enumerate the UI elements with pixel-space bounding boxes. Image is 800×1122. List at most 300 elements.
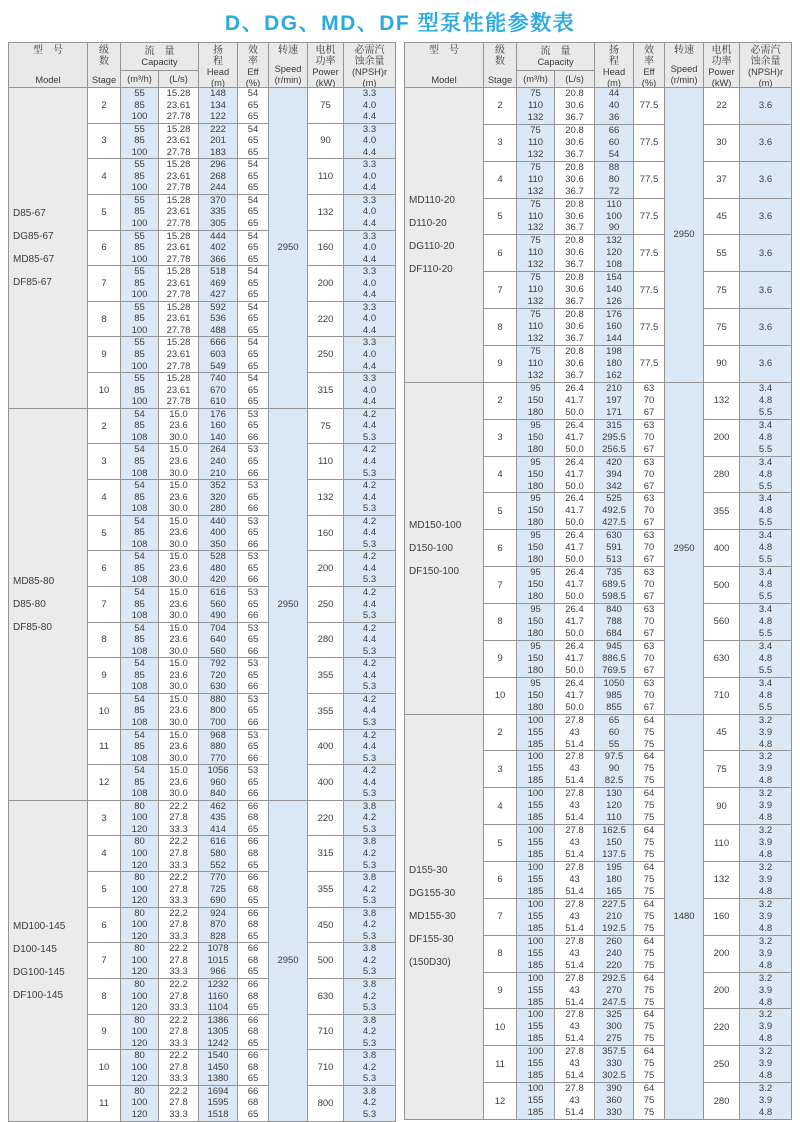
model-label: (150D30) [409, 957, 451, 969]
npsh-cell [344, 872, 396, 908]
value-line: 100 [527, 1083, 544, 1095]
value-line: 27.8 [169, 1026, 188, 1038]
header-capacity [121, 43, 199, 71]
value-line: 65 [247, 135, 259, 147]
stage-cell: 6 [88, 230, 121, 266]
model-label: DF85-80 [13, 621, 52, 633]
npsh-cell [740, 567, 792, 604]
value-line: 1050 [603, 677, 625, 689]
eff-cell [238, 943, 269, 979]
value-line: 4.4 [362, 741, 377, 753]
value-line: 26.4 [565, 493, 584, 505]
value-line: 51.4 [565, 1070, 584, 1082]
value-line: 330 [606, 1058, 622, 1070]
value-line: 53 [247, 765, 259, 777]
header-stage [484, 43, 517, 88]
value-line: 560 [210, 645, 226, 657]
value-line: 50.0 [565, 480, 584, 492]
value-line: 155 [527, 800, 544, 812]
value-line: 3.8 [362, 800, 377, 812]
eff-cell [634, 1083, 665, 1120]
eff-cell [238, 266, 269, 302]
stage-cell: 7 [88, 266, 121, 302]
value-line: 23.6 [169, 741, 188, 753]
power-cell: 37 [704, 161, 740, 198]
eff-cell [238, 301, 269, 337]
value-line: 51.4 [565, 1033, 584, 1045]
value-line: 4.2 [362, 515, 377, 527]
value-line: 144 [606, 333, 622, 345]
value-line: 3.4 [758, 493, 773, 505]
value-line: 26.4 [565, 419, 584, 431]
head-cell [595, 382, 634, 419]
stage-cell: 6 [88, 907, 121, 943]
stage-cell: 10 [88, 1050, 121, 1086]
value-line: 26.4 [565, 456, 584, 468]
eff-cell [238, 444, 269, 480]
value-line: 23.6 [169, 776, 188, 788]
head-cell [199, 515, 238, 551]
header-model [405, 43, 484, 88]
value-line: 55 [134, 194, 145, 206]
value-line: 110 [527, 99, 544, 111]
value-line: 352 [210, 480, 226, 492]
value-line: 462 [210, 800, 226, 812]
value-line: 66 [247, 800, 259, 812]
value-line: 54 [134, 444, 145, 456]
stage-cell: 8 [484, 604, 517, 641]
value-line: 54 [247, 159, 259, 171]
value-line: 41.7 [565, 542, 584, 554]
value-line: 54 [134, 515, 145, 527]
eff-cell [634, 419, 665, 456]
value-line: 720 [210, 669, 226, 681]
value-line: 55 [134, 88, 145, 99]
power-cell: 800 [308, 1085, 344, 1121]
value-line: 4.8 [758, 505, 773, 517]
value-line: 65 [247, 253, 259, 265]
eff-cell [238, 586, 269, 622]
value-line: 20.8 [565, 124, 584, 136]
head-cell [595, 161, 634, 198]
stage-cell: 11 [88, 729, 121, 765]
npsh-cell [344, 551, 396, 587]
value-line: 65 [247, 634, 259, 646]
npsh-cell [344, 266, 396, 302]
stage-cell: 7 [484, 272, 517, 309]
value-line: 85 [134, 455, 145, 467]
value-line: 1104 [207, 1002, 229, 1014]
value-line: 63 [643, 382, 655, 394]
value-line: 5.3 [362, 1002, 377, 1014]
npsh-cell [740, 677, 792, 714]
value-line: 488 [210, 324, 226, 336]
value-line: 960 [210, 776, 226, 788]
value-line: 66 [247, 1050, 259, 1062]
npsh-cell: 3.6 [740, 161, 792, 198]
value-line: 150 [527, 689, 544, 701]
value-line: 5.3 [362, 574, 377, 586]
eff-cell [238, 1050, 269, 1086]
power-cell: 400 [308, 765, 344, 801]
value-line: 666 [210, 337, 226, 349]
value-line: 80 [134, 979, 145, 991]
capacity-ls-cell [159, 979, 199, 1015]
value-line: 15.0 [169, 551, 188, 563]
value-line: 292.5 [602, 972, 626, 984]
eff-cell: 77.5 [634, 124, 665, 161]
value-line: 65 [247, 313, 259, 325]
value-line: 4.0 [362, 313, 377, 325]
value-line: 15.0 [169, 515, 188, 527]
value-line: 20.8 [565, 272, 584, 284]
value-line: 41.7 [565, 615, 584, 627]
value-line: 5.3 [362, 1109, 377, 1121]
capacity-m3h-cell [517, 604, 555, 641]
value-line: 75 [643, 738, 655, 750]
capacity-m3h-cell [121, 765, 159, 801]
value-line: 5.3 [362, 681, 377, 693]
value-line: 75 [643, 922, 655, 934]
header-eff-text: 效 率 Eff (%) [245, 45, 261, 88]
npsh-cell [344, 979, 396, 1015]
capacity-m3h-cell [121, 586, 159, 622]
value-line: 180 [606, 874, 622, 885]
header-capacity-m3h: (m³/h) [121, 71, 159, 88]
value-line: 27.78 [166, 253, 191, 265]
value-line: 27.8 [565, 898, 584, 910]
stage-cell: 2 [484, 382, 517, 419]
value-line: 4.8 [758, 738, 773, 750]
value-line: 30.6 [565, 99, 584, 111]
value-line: 770 [210, 872, 226, 884]
npsh-cell [344, 408, 396, 444]
eff-cell [238, 693, 269, 729]
value-line: 3.2 [758, 1046, 773, 1058]
value-line: 64 [643, 788, 655, 800]
value-line: 3.4 [758, 382, 773, 394]
value-line: 75 [643, 1107, 655, 1119]
capacity-ls-cell [555, 456, 595, 493]
value-line: 4.4 [362, 455, 377, 467]
value-line: 65 [247, 1002, 259, 1014]
value-line: 65 [247, 396, 259, 408]
value-line: 800 [210, 705, 226, 717]
value-line: 22.2 [169, 907, 188, 919]
value-line: 3.3 [362, 159, 377, 171]
eff-cell [238, 836, 269, 872]
value-line: 43 [569, 984, 580, 996]
value-line: 33.3 [169, 1073, 188, 1085]
capacity-m3h-cell [121, 408, 159, 444]
capacity-m3h-cell [517, 235, 555, 272]
value-line: 15.0 [169, 480, 188, 492]
header-speed [665, 43, 704, 88]
value-line: 27.78 [166, 218, 191, 230]
value-line: 132 [527, 222, 544, 234]
value-line: 75 [530, 346, 541, 358]
value-line: 108 [131, 788, 148, 800]
value-line: 100 [131, 396, 148, 408]
value-line: 394 [606, 468, 622, 480]
value-line: 4.4 [362, 253, 377, 265]
head-cell [595, 419, 634, 456]
value-line: 85 [134, 349, 145, 361]
eff-cell [634, 677, 665, 714]
value-line: 85 [134, 491, 145, 503]
power-cell: 90 [308, 123, 344, 159]
head-cell [595, 198, 634, 235]
value-line: 513 [606, 554, 622, 566]
value-line: 335 [210, 206, 226, 218]
value-line: 36.7 [565, 148, 584, 160]
value-line: 100 [131, 182, 148, 194]
npsh-cell [344, 123, 396, 159]
value-line: 95 [530, 382, 541, 394]
value-line: 296 [210, 159, 226, 171]
power-cell: 55 [704, 235, 740, 272]
value-line: 85 [134, 99, 145, 111]
value-line: 54 [247, 123, 259, 135]
value-line: 4.2 [362, 990, 377, 1002]
value-line: 985 [606, 689, 622, 701]
value-line: 67 [643, 591, 655, 603]
eff-cell [634, 972, 665, 1009]
npsh-cell [740, 456, 792, 493]
value-line: 43 [569, 874, 580, 885]
power-cell: 710 [704, 677, 740, 714]
stage-cell: 4 [484, 161, 517, 198]
value-line: 63 [643, 567, 655, 579]
value-line: 88 [608, 161, 620, 173]
value-line: 43 [569, 1095, 580, 1107]
value-line: 880 [210, 741, 226, 753]
value-line: 5.3 [362, 431, 377, 443]
value-line: 64 [643, 972, 655, 984]
value-line: 3.9 [758, 1095, 773, 1107]
npsh-cell: 3.6 [740, 124, 792, 161]
value-line: 85 [134, 741, 145, 753]
value-line: 36.7 [565, 259, 584, 271]
capacity-m3h-cell [517, 935, 555, 972]
npsh-cell [344, 658, 396, 694]
value-line: 43 [569, 763, 580, 775]
value-line: 3.9 [758, 1021, 773, 1033]
power-cell: 132 [704, 862, 740, 899]
stage-cell: 4 [88, 480, 121, 516]
value-line: 5.3 [362, 788, 377, 800]
value-line: 55 [134, 337, 145, 349]
capacity-m3h-cell [121, 622, 159, 658]
head-cell [595, 788, 634, 825]
value-line: 5.5 [758, 664, 773, 676]
value-line: 3.3 [362, 194, 377, 206]
stage-cell: 5 [88, 872, 121, 908]
value-line: 1386 [207, 1014, 229, 1026]
value-line: 4.2 [362, 1061, 377, 1073]
table-row [9, 800, 396, 836]
value-line: 100 [131, 1026, 148, 1038]
capacity-ls-cell [555, 1083, 595, 1120]
value-line: 55 [134, 230, 145, 242]
head-cell [595, 493, 634, 530]
value-line: 68 [247, 812, 259, 824]
stage-cell: 5 [484, 198, 517, 235]
head-cell [199, 301, 238, 337]
head-cell [199, 194, 238, 230]
value-line: 3.8 [362, 1085, 377, 1097]
npsh-cell: 3.6 [740, 235, 792, 272]
value-line: 95 [530, 493, 541, 505]
stage-cell: 7 [88, 586, 121, 622]
value-line: 4.8 [758, 1070, 773, 1082]
head-cell [595, 677, 634, 714]
stage-cell: 10 [484, 1009, 517, 1046]
value-line: 110 [606, 198, 622, 210]
value-line: 23.61 [166, 135, 191, 147]
value-line: 26.4 [565, 640, 584, 652]
value-line: 180 [527, 480, 544, 492]
value-line: 27.78 [166, 324, 191, 336]
eff-cell [634, 604, 665, 641]
value-line: 54 [134, 480, 145, 492]
capacity-m3h-cell [517, 1083, 555, 1120]
value-line: 55 [134, 123, 145, 135]
value-line: 64 [643, 751, 655, 763]
power-cell: 220 [308, 301, 344, 337]
value-line: 30.6 [565, 136, 584, 148]
value-line: 30.0 [169, 574, 188, 586]
value-line: 54 [247, 88, 259, 99]
value-line: 155 [527, 1021, 544, 1033]
eff-cell [238, 159, 269, 195]
npsh-cell [344, 373, 396, 409]
value-line: 27.8 [169, 919, 188, 931]
eff-cell [634, 862, 665, 899]
value-line: 120 [131, 1073, 148, 1085]
value-line: 4.8 [758, 996, 773, 1008]
value-line: 108 [131, 503, 148, 515]
value-line: 30.0 [169, 645, 188, 657]
value-line: 4.2 [362, 729, 377, 741]
value-line: 4.4 [362, 324, 377, 336]
value-line: 126 [606, 296, 622, 308]
value-line: 27.78 [166, 111, 191, 123]
value-line: 23.61 [166, 99, 191, 111]
power-cell: 132 [308, 194, 344, 230]
value-line: 64 [643, 1046, 655, 1058]
value-line: 185 [527, 849, 544, 861]
value-line: 360 [606, 1095, 622, 1107]
value-line: 95 [530, 530, 541, 542]
power-cell: 75 [308, 88, 344, 124]
value-line: 53 [247, 729, 259, 741]
value-line: 63 [643, 677, 655, 689]
value-line: 22.2 [169, 979, 188, 991]
value-line: 27.8 [169, 848, 188, 859]
head-cell [595, 235, 634, 272]
npsh-cell [740, 788, 792, 825]
value-line: 43 [569, 910, 580, 922]
eff-cell [238, 408, 269, 444]
value-line: 50.0 [565, 701, 584, 713]
header-npsh-text: 必需汽 蚀余量 (NPSH)r (m) [351, 45, 388, 88]
value-line: 4.8 [758, 1107, 773, 1119]
value-line: 4.0 [362, 242, 377, 254]
value-line: 50.0 [565, 627, 584, 639]
value-line: 3.4 [758, 419, 773, 431]
head-cell [199, 444, 238, 480]
header-model [9, 43, 88, 88]
value-line: 132 [527, 259, 544, 271]
value-line: 36.7 [565, 369, 584, 381]
value-line: 95 [530, 567, 541, 579]
value-line: 1518 [207, 1109, 229, 1121]
value-line: 36 [608, 111, 620, 123]
value-line: 180 [527, 664, 544, 676]
npsh-cell [344, 444, 396, 480]
value-line: 15.28 [166, 123, 191, 135]
model-label: DG155-30 [409, 888, 456, 900]
value-line: 110 [527, 247, 544, 259]
value-line: 560 [210, 598, 226, 610]
capacity-ls-cell [555, 530, 595, 567]
value-line: 30.0 [169, 681, 188, 693]
npsh-cell [344, 88, 396, 124]
capacity-ls-cell [555, 640, 595, 677]
capacity-m3h-cell [121, 159, 159, 195]
value-line: 30.6 [565, 173, 584, 185]
head-cell [199, 1050, 238, 1086]
stage-cell: 10 [88, 693, 121, 729]
value-line: 3.8 [362, 872, 377, 884]
model-cell [9, 88, 88, 409]
value-line: 150 [527, 542, 544, 554]
capacity-ls-cell [555, 124, 595, 161]
model-label: MD85-80 [13, 575, 55, 587]
value-line: 64 [643, 1083, 655, 1095]
value-line: 134 [210, 99, 226, 111]
value-line: 53 [247, 693, 259, 705]
value-line: 210 [210, 467, 226, 479]
value-line: 65 [247, 182, 259, 194]
value-line: 108 [131, 752, 148, 764]
value-line: 155 [527, 837, 544, 849]
value-line: 65 [247, 1109, 259, 1121]
value-line: 3.3 [362, 123, 377, 135]
value-line: 100 [527, 862, 544, 874]
value-line: 108 [131, 716, 148, 728]
value-line: 275 [606, 1033, 622, 1045]
value-line: 66 [247, 574, 259, 586]
value-line: 20.8 [565, 235, 584, 247]
value-line: 4.8 [758, 542, 773, 554]
eff-cell [238, 729, 269, 765]
speed-cell: 2950 [269, 800, 308, 1121]
value-line: 54 [134, 765, 145, 777]
value-line: 100 [131, 253, 148, 265]
value-line: 3.8 [362, 943, 377, 955]
head-cell [199, 337, 238, 373]
value-line: 27.8 [169, 883, 188, 895]
eff-cell [634, 751, 665, 788]
value-line: 65 [247, 491, 259, 503]
value-line: 22.2 [169, 872, 188, 884]
value-line: 3.2 [758, 862, 773, 874]
capacity-ls-cell [159, 765, 199, 801]
value-line: 155 [527, 984, 544, 996]
value-line: 155 [527, 726, 544, 738]
